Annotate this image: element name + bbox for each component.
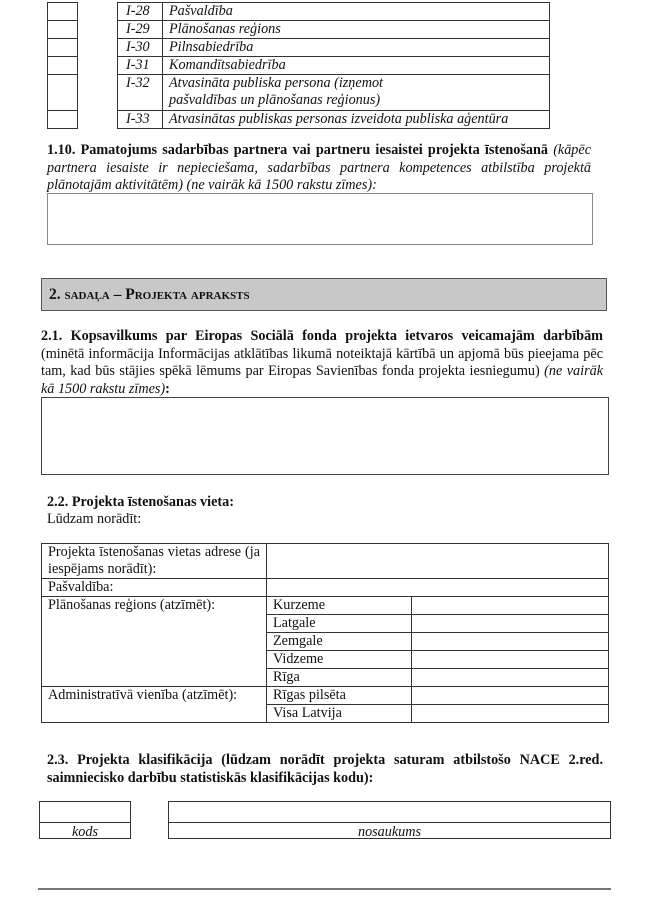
question-2-2-subtitle: Lūdzam norādīt:: [47, 511, 142, 527]
table-row: [42, 687, 609, 705]
footer-divider: [38, 888, 611, 890]
table-row: [118, 111, 550, 129]
legal-form-code: I-29: [118, 21, 163, 39]
legal-form-checkbox-i32[interactable]: [47, 74, 78, 110]
legal-form-label: Pilnsabiedrība: [163, 39, 550, 57]
section-2-number: 2.: [49, 285, 61, 303]
region-option: Rīga: [267, 669, 412, 687]
region-mark-cell[interactable]: [412, 651, 609, 669]
region-mark-cell[interactable]: [412, 615, 609, 633]
address-field[interactable]: [267, 544, 609, 579]
legal-form-label: Komandītsabiedrība: [163, 57, 550, 75]
table-row: [118, 3, 550, 21]
nace-name-label: nosaukums: [357, 824, 422, 840]
table-row: [118, 39, 550, 57]
question-1-10-limit: (ne vairāk kā 1500 rakstu zīmes):: [186, 177, 377, 193]
nace-code-label: kods: [71, 824, 98, 840]
nace-code-box: [39, 801, 131, 839]
admin-unit-mark-cell[interactable]: [412, 687, 609, 705]
table-row: [118, 75, 550, 111]
nace-name-box: [168, 801, 611, 839]
region-option: Zemgale: [267, 633, 412, 651]
nace-name-field[interactable]: [169, 802, 610, 823]
table-row: [42, 544, 609, 579]
section-2-title: sadaļa – Projekta apraksts: [64, 285, 250, 303]
admin-unit-option: Visa Latvija: [267, 705, 412, 723]
region-mark-cell[interactable]: [412, 633, 609, 651]
legal-form-code: I-30: [118, 39, 163, 57]
nace-code-field[interactable]: [40, 802, 130, 823]
question-2-1-note: (minētā informācija Informācijas atklātības likumā noteiktajā kārtībā un apjomā būs pieejama pēc tam, kad būs stājies spēkā lēmums par Eiropas Savienības fonda projekta iesniegumu): [41, 345, 603, 379]
admin-unit-mark-cell[interactable]: [412, 705, 609, 723]
admin-unit-label: Administratīvā vienība (atzīmēt):: [42, 687, 267, 723]
question-2-2-title: 2.2. Projekta īstenošanas vieta:: [47, 494, 234, 510]
legal-form-checkbox-i28[interactable]: [47, 2, 78, 20]
legal-form-label: Pašvaldība: [163, 3, 550, 21]
address-label: Projekta īstenošanas vietas adrese (ja iespējams norādīt):: [42, 544, 267, 579]
question-2-1-title: 2.1. Kopsavilkums par Eiropas Sociālā fonda projekta ietvaros veicamajām darbībām: [41, 328, 603, 344]
table-row: [42, 597, 609, 615]
planning-region-label: Plānošanas reģions (atzīmēt):: [42, 597, 267, 687]
legal-form-code-table: [117, 2, 550, 129]
question-1-10-textarea[interactable]: [47, 193, 593, 245]
question-1-10-title: 1.10. Pamatojums sadarbības partnera vai partneru iesaistei projekta īstenošanā: [47, 142, 548, 158]
admin-unit-option: Rīgas pilsēta: [267, 687, 412, 705]
region-option: Vidzeme: [267, 651, 412, 669]
table-row: [118, 57, 550, 75]
region-option: Latgale: [267, 615, 412, 633]
legal-form-code: I-33: [118, 111, 163, 129]
legal-form-label: Atvasināta publiska persona (izņemot pašvaldības un plānošanas reģionus): [163, 75, 550, 111]
legal-form-label: Plānošanas reģions: [163, 21, 550, 39]
region-option: Kurzeme: [267, 597, 412, 615]
table-row: [42, 579, 609, 597]
legal-form-code: I-28: [118, 3, 163, 21]
table-row: [118, 21, 550, 39]
legal-form-checkbox-i33[interactable]: [47, 110, 78, 129]
colon: :: [165, 380, 170, 397]
question-2-1: [41, 328, 603, 398]
legal-form-code: I-32: [118, 75, 163, 111]
section-2-header: [41, 278, 607, 311]
legal-form-checkbox-i31[interactable]: [47, 56, 78, 74]
legal-form-label: Atvasinātas publiskas personas izveidota publiska aģentūra: [163, 111, 550, 129]
region-mark-cell[interactable]: [412, 669, 609, 687]
municipality-label: Pašvaldība:: [42, 579, 267, 597]
legal-form-checkbox-i30[interactable]: [47, 38, 78, 56]
legal-form-code: I-31: [118, 57, 163, 75]
region-mark-cell[interactable]: [412, 597, 609, 615]
legal-form-checkbox-column: [47, 2, 78, 129]
question-2-1-limit: (ne vairāk kā 1500 rakstu zīmes): [41, 363, 603, 397]
question-1-10-note: (kāpēc partnera iesaiste ir nepieciešama, sadarbības partnera kompetences atbilstība projektā plānotajām aktivitātēm): [47, 142, 591, 193]
question-1-10: [47, 142, 591, 195]
municipality-field[interactable]: [267, 579, 609, 597]
question-2-3-title: 2.3. Projekta klasifikācija (lūdzam norādīt projekta saturam atbilstošo NACE 2.red. saimniecisko darbību statistiskās klasifikācijas kodu):: [47, 752, 603, 786]
question-2-1-textarea[interactable]: [41, 397, 609, 475]
legal-form-checkbox-i29[interactable]: [47, 20, 78, 38]
project-location-table: [41, 543, 609, 723]
